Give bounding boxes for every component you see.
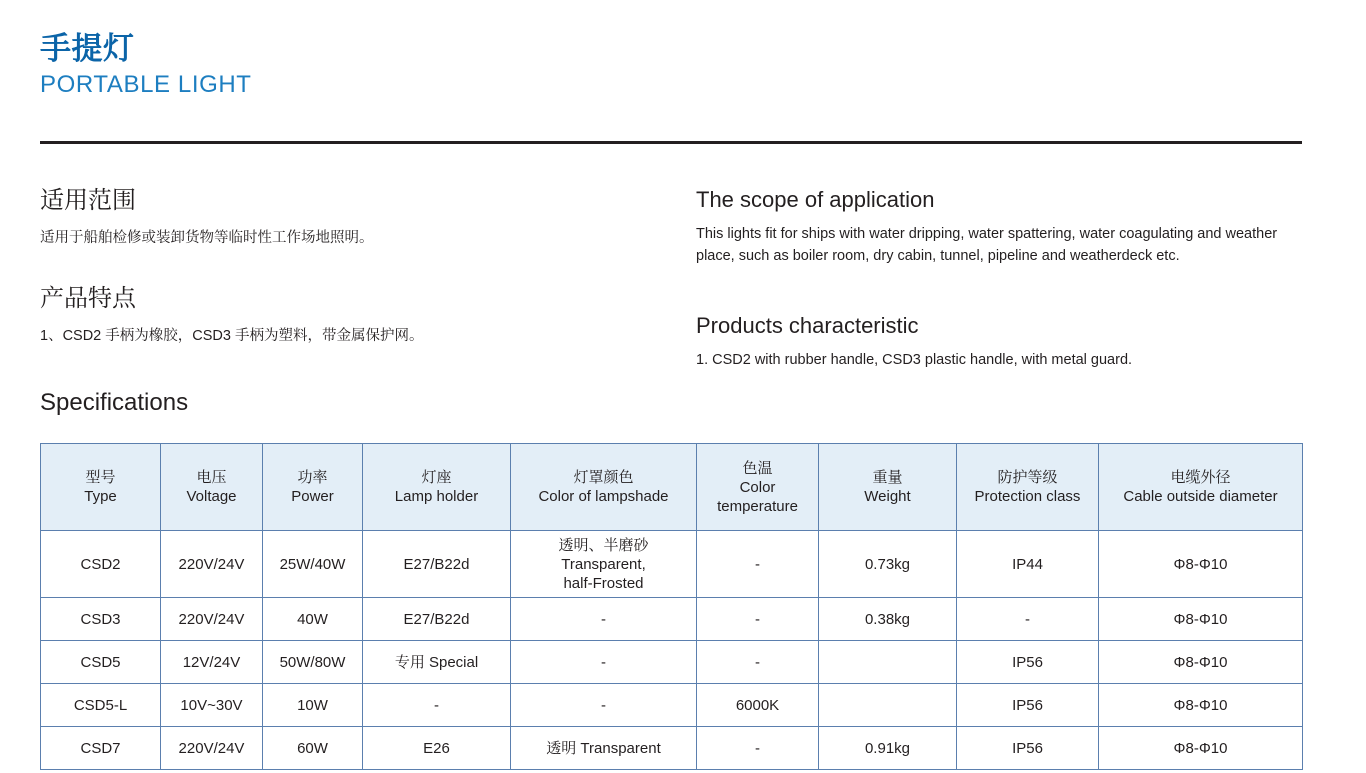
- cell-voltage: 220V/24V: [161, 598, 263, 641]
- features-heading-cn: 产品特点: [40, 285, 136, 312]
- column-header-lamp-holder: [363, 444, 511, 531]
- cell-lamp-holder: E26: [363, 727, 511, 770]
- column-header-type-en: Type: [84, 488, 117, 505]
- cell-protection-class: IP56: [957, 727, 1099, 770]
- cell-protection-class: IP56: [957, 641, 1099, 684]
- column-header-cable-diameter-en: Cable outside diameter: [1123, 488, 1278, 505]
- column-header-cable-diameter-cn: 电缆外径: [1170, 469, 1231, 486]
- cell-weight: 0.38kg: [819, 598, 957, 641]
- scope-heading-cn: 适用范围: [40, 187, 136, 214]
- table-header-row: [41, 444, 1303, 531]
- cell-power: 50W/80W: [263, 641, 363, 684]
- cell-lampshade-color: -: [511, 598, 697, 641]
- cell-lamp-holder: E27/B22d: [363, 531, 511, 598]
- cell-type: CSD2: [41, 531, 161, 598]
- cell-color-temperature: 6000K: [697, 684, 819, 727]
- column-header-voltage-en: Voltage: [186, 488, 237, 505]
- specifications-table-wrap: [40, 443, 1302, 770]
- cell-lamp-holder: -: [363, 684, 511, 727]
- scope-heading-en: The scope of application: [696, 187, 935, 212]
- cell-voltage: 220V/24V: [161, 531, 263, 598]
- page-title-en: PORTABLE LIGHT: [40, 71, 252, 98]
- cell-protection-class: IP44: [957, 531, 1099, 598]
- cell-protection-class: IP56: [957, 684, 1099, 727]
- cell-lampshade-color: [511, 531, 697, 598]
- cell-voltage: 220V/24V: [161, 727, 263, 770]
- page-title-cn: 手提灯: [40, 31, 135, 66]
- column-header-power-cn: 功率: [297, 469, 328, 486]
- cell-power: 10W: [263, 684, 363, 727]
- column-header-lamp-holder-en: Lamp holder: [394, 488, 479, 505]
- column-header-protection-class-cn: 防护等级: [997, 469, 1058, 486]
- cell-color-temperature: -: [697, 727, 819, 770]
- spacer: [40, 249, 660, 283]
- column-header-lampshade-color-cn: 灯罩颜色: [573, 469, 634, 486]
- cell-voltage: 10V~30V: [161, 684, 263, 727]
- specifications-heading: Specifications: [40, 389, 189, 416]
- cell-cable-diameter: Φ8-Φ10: [1099, 531, 1303, 598]
- cell-color-temperature: -: [697, 531, 819, 598]
- table-row: [41, 598, 1303, 641]
- page-header: [40, 30, 1302, 100]
- cell-voltage: 12V/24V: [161, 641, 263, 684]
- cell-cable-diameter: Φ8-Φ10: [1099, 684, 1303, 727]
- table-row: [41, 684, 1303, 727]
- column-header-lampshade-color-en: Color of lampshade: [538, 488, 669, 505]
- column-header-type-cn: 型号: [85, 469, 116, 486]
- table-row: [41, 727, 1303, 770]
- column-header-weight: [819, 444, 957, 531]
- cell-cable-diameter: Φ8-Φ10: [1099, 641, 1303, 684]
- cell-color-temperature: -: [697, 598, 819, 641]
- spacer: [696, 267, 1302, 311]
- cell-lampshade-color-line3: half-Frosted: [563, 574, 644, 592]
- cell-power: 40W: [263, 598, 363, 641]
- cell-lampshade-color-line1: 透明、半磨砂: [558, 536, 649, 554]
- cell-type: CSD7: [41, 727, 161, 770]
- features-text-en: 1. CSD2 with rubber handle, CSD3 plastic handle, with metal guard.: [696, 352, 1133, 368]
- column-header-power: [263, 444, 363, 531]
- column-header-color-temperature-cn: 色温: [742, 459, 773, 477]
- features-heading-en: Products characteristic: [696, 313, 919, 338]
- cell-lampshade-color-line2: Transparent,: [561, 555, 646, 573]
- scope-text-en: This lights fit for ships with water dripping, water spattering, water coagulating and weather place, such as boiler room, dry cabin, tunnel, pipeline and weatherdeck etc.: [696, 226, 1278, 264]
- column-header-weight-en: Weight: [864, 488, 911, 505]
- cell-type: CSD3: [41, 598, 161, 641]
- column-header-voltage-cn: 电压: [196, 469, 227, 486]
- specifications-table: [40, 443, 1303, 770]
- column-header-protection-class-en: Protection class: [974, 488, 1081, 505]
- column-header-protection-class: [957, 444, 1099, 531]
- column-header-weight-cn: 重量: [872, 469, 903, 486]
- cell-lamp-holder: 专用 Special: [363, 641, 511, 684]
- column-header-cable-diameter: [1099, 444, 1303, 531]
- column-header-power-en: Power: [291, 488, 334, 505]
- cell-lampshade-color: 透明 Transparent: [511, 727, 697, 770]
- cell-weight: [819, 684, 957, 727]
- column-header-color-temperature-en: Color temperature: [717, 478, 798, 515]
- scope-text-cn: 适用于船舶检修或装卸货物等临时性工作场地照明。: [40, 230, 374, 246]
- cell-weight: [819, 641, 957, 684]
- cell-power: 25W/40W: [263, 531, 363, 598]
- cell-type: CSD5: [41, 641, 161, 684]
- cell-lampshade-color: -: [511, 684, 697, 727]
- cell-cable-diameter: Φ8-Φ10: [1099, 598, 1303, 641]
- header-divider: [40, 141, 1302, 144]
- cell-weight: 0.91kg: [819, 727, 957, 770]
- table-row: [41, 531, 1303, 598]
- cell-type: CSD5-L: [41, 684, 161, 727]
- features-text-cn: 1、CSD2 手柄为橡胶，CSD3 手柄为塑料，带金属保护网。: [40, 328, 424, 344]
- column-header-voltage: [161, 444, 263, 531]
- table-row: [41, 641, 1303, 684]
- cell-color-temperature: -: [697, 641, 819, 684]
- cell-cable-diameter: Φ8-Φ10: [1099, 727, 1303, 770]
- left-column: [40, 185, 660, 347]
- column-header-lampshade-color: [511, 444, 697, 531]
- cell-weight: 0.73kg: [819, 531, 957, 598]
- cell-protection-class: -: [957, 598, 1099, 641]
- right-column: [696, 185, 1302, 371]
- column-header-color-temperature: [697, 444, 819, 531]
- cell-power: 60W: [263, 727, 363, 770]
- cell-lamp-holder: E27/B22d: [363, 598, 511, 641]
- cell-lampshade-color: -: [511, 641, 697, 684]
- column-header-type: [41, 444, 161, 531]
- column-header-lamp-holder-cn: 灯座: [421, 469, 452, 486]
